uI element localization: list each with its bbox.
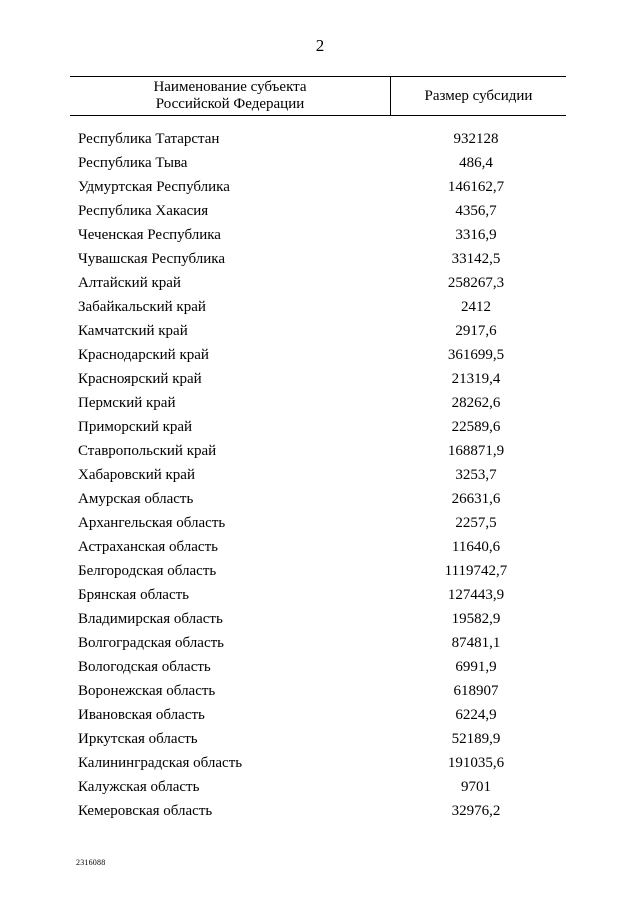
subsidy-value-cell: 32976,2 — [451, 803, 501, 819]
subsidy-value-cell: 9701 — [461, 779, 491, 795]
header-subject-name-line1: Наименование субъекта — [153, 79, 307, 95]
subject-name-cell: Вологодская область — [78, 659, 211, 675]
subsidy-value-cell: 3253,7 — [455, 467, 497, 483]
subject-name-cell: Забайкальский край — [78, 299, 206, 315]
table-row — [78, 391, 558, 415]
table-row — [78, 439, 558, 463]
table-row — [78, 607, 558, 631]
subject-name-cell: Красноярский край — [78, 371, 202, 387]
subject-name-cell: Удмуртская Республика — [78, 179, 230, 195]
table-row — [78, 631, 558, 655]
subsidy-value-cell: 3316,9 — [455, 227, 497, 243]
table-row — [78, 799, 558, 823]
subject-name-cell: Чеченская Республика — [78, 227, 221, 243]
subject-name-cell: Белгородская область — [78, 563, 217, 579]
table-row — [78, 751, 558, 775]
subject-name-cell: Пермский край — [78, 395, 176, 411]
table-row — [78, 463, 558, 487]
table-row — [78, 343, 558, 367]
subject-name-cell: Ивановская область — [78, 707, 205, 723]
table-row — [78, 703, 558, 727]
header-subsidy-amount: Размер субсидии — [424, 87, 533, 104]
subsidy-value-cell: 932128 — [453, 131, 499, 147]
subsidy-value-cell: 361699,5 — [447, 347, 505, 363]
subsidy-value-cell: 22589,6 — [451, 419, 501, 435]
subject-name-cell: Брянская область — [78, 587, 190, 603]
header-subject-name-line2: Российской Федерации — [155, 96, 305, 112]
subject-name-cell: Кемеровская область — [78, 803, 213, 819]
table-row — [78, 511, 558, 535]
subsidy-value-cell: 2412 — [461, 299, 491, 315]
subject-name-cell: Астраханская область — [78, 539, 218, 555]
subject-name-cell: Владимирская область — [78, 611, 223, 627]
subject-name-cell: Ставропольский край — [78, 443, 217, 459]
header-subject-name — [70, 77, 391, 115]
table-row — [78, 151, 558, 175]
subsidy-value-cell: 1119742,7 — [444, 563, 508, 579]
subject-name-cell: Калининградская область — [78, 755, 243, 771]
table-row — [78, 559, 558, 583]
subsidy-value-cell: 11640,6 — [451, 539, 501, 555]
subject-name-cell: Алтайский край — [78, 275, 181, 291]
subsidy-value-cell: 191035,6 — [447, 755, 505, 771]
subsidy-value-cell: 2917,6 — [455, 323, 497, 339]
subsidy-value-cell: 486,4 — [459, 155, 493, 171]
subject-name-cell: Камчатский край — [78, 323, 188, 339]
table-row — [78, 727, 558, 751]
subsidy-table-body — [78, 127, 558, 823]
subject-name-cell: Чувашская Республика — [78, 251, 226, 267]
subsidy-value-cell: 6991,9 — [455, 659, 497, 675]
table-row — [78, 223, 558, 247]
table-row — [78, 535, 558, 559]
table-row — [78, 271, 558, 295]
table-header — [70, 76, 566, 116]
subsidy-value-cell: 168871,9 — [447, 443, 505, 459]
subsidy-value-cell: 28262,6 — [451, 395, 501, 411]
subject-name-cell: Иркутская область — [78, 731, 198, 747]
table-row — [78, 127, 558, 151]
subsidy-value-cell: 258267,3 — [447, 275, 505, 291]
table-row — [78, 415, 558, 439]
table-row — [78, 319, 558, 343]
subject-name-cell: Амурская область — [78, 491, 194, 507]
subsidy-value-cell: 33142,5 — [451, 251, 501, 267]
subsidy-value-cell: 4356,7 — [455, 203, 497, 219]
subsidy-value-cell: 6224,9 — [455, 707, 497, 723]
subject-name-cell: Краснодарский край — [78, 347, 209, 363]
table-row — [78, 367, 558, 391]
subsidy-value-cell: 52189,9 — [451, 731, 501, 747]
subject-name-cell: Калужская область — [78, 779, 200, 795]
subsidy-value-cell: 618907 — [453, 683, 499, 699]
table-row — [78, 199, 558, 223]
subject-name-cell: Воронежская область — [78, 683, 216, 699]
subject-name-cell: Республика Тыва — [78, 155, 188, 171]
document-code: 2316088 — [76, 858, 106, 867]
subsidy-value-cell: 87481,1 — [451, 635, 501, 651]
subject-name-cell: Волгоградская область — [78, 635, 224, 651]
subsidy-value-cell: 19582,9 — [451, 611, 501, 627]
subsidy-value-cell: 2257,5 — [455, 515, 497, 531]
table-row — [78, 775, 558, 799]
table-row — [78, 295, 558, 319]
table-row — [78, 175, 558, 199]
subject-name-cell: Республика Татарстан — [78, 131, 220, 147]
subject-name-cell: Хабаровский край — [78, 467, 195, 483]
table-row — [78, 583, 558, 607]
table-row — [78, 655, 558, 679]
subsidy-value-cell: 127443,9 — [447, 587, 505, 603]
subsidy-value-cell: 26631,6 — [451, 491, 501, 507]
subsidy-value-cell: 21319,4 — [451, 371, 501, 387]
subject-name-cell: Республика Хакасия — [78, 203, 209, 219]
table-row — [78, 247, 558, 271]
table-row — [78, 679, 558, 703]
table-row — [78, 487, 558, 511]
subject-name-cell: Приморский край — [78, 419, 193, 435]
page-number: 2 — [315, 36, 325, 55]
subject-name-cell: Архангельская область — [78, 515, 226, 531]
subsidy-value-cell: 146162,7 — [447, 179, 505, 195]
